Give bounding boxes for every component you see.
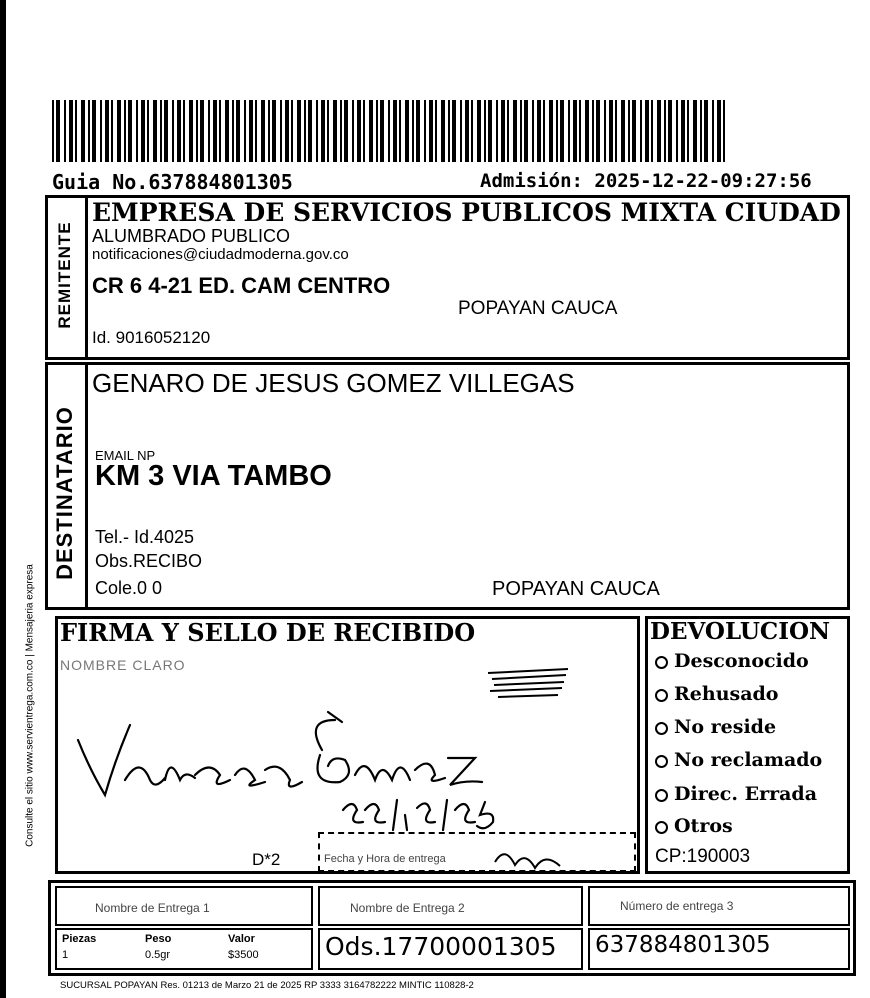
barcode-bar [81, 100, 85, 162]
barcode-bar [532, 100, 534, 162]
barcode-bar [196, 100, 198, 162]
barcode-bar [537, 100, 541, 162]
footer-h3-text: Número de entrega 3 [620, 899, 734, 913]
dev-option-no-reside[interactable] [655, 716, 776, 738]
barcode-bar [687, 100, 689, 162]
barcode-bar [141, 100, 145, 162]
side-text: Consulte el sitio www.servientrega.com.co | Mensajeria expresa [24, 564, 36, 847]
barcode-bar [117, 100, 121, 162]
dev-option-rehusado[interactable] [655, 683, 778, 705]
barcode-bar [393, 100, 397, 162]
barcode-bar [645, 100, 649, 162]
barcode-bar [316, 100, 318, 162]
barcode-bar [208, 100, 210, 162]
barcode-bar [496, 100, 498, 162]
remitente-direccion: CR 6 4-21 ED. CAM CENTRO [92, 273, 391, 298]
dev-option-label: Direc. Errada [674, 783, 818, 805]
footer-h2-text: Nombre de Entrega 2 [350, 901, 465, 915]
piezas-value: 1 [62, 949, 69, 961]
barcode-bar [105, 100, 109, 162]
barcode-bar [693, 100, 697, 162]
barcode-bar [448, 100, 450, 162]
barcode-bar [244, 100, 246, 162]
barcode-bar [333, 100, 337, 162]
scan-edge [0, 0, 6, 998]
barcode-bar [664, 100, 666, 162]
barcode-bar [75, 100, 77, 162]
barcode-bar [272, 100, 276, 162]
barcode-bar [357, 100, 361, 162]
barcode-bar [225, 100, 229, 162]
barcode-bar [128, 100, 132, 162]
legal-footer-line: SUCURSAL POPAYAN Res. 01213 de Marzo 21 de 2025 RP 3333 3164782222 MINTIC 110828-2 [60, 980, 474, 991]
dev-option-direc-errada[interactable] [655, 783, 817, 805]
destinatario-nombre: GENARO DE JESUS GOMEZ VILLEGAS [92, 368, 575, 398]
guia-number: Guia No.637884801305 [52, 170, 293, 194]
radio-icon [655, 689, 668, 702]
destinatario-obs: Obs.RECIBO [95, 551, 203, 571]
barcode-bar [477, 100, 481, 162]
valor-value: $3500 [228, 949, 259, 961]
barcode-bar [147, 100, 149, 162]
barcode-bar [52, 100, 54, 162]
nombre-claro: NOMBRE CLARO [60, 657, 186, 673]
remitente-email: notificaciones@ciudadmoderna.gov.co [92, 246, 349, 263]
dev-option-otros[interactable] [655, 815, 733, 837]
barcode-bar [200, 100, 204, 162]
remitente-ciudad: POPAYAN CAUCA [458, 298, 618, 319]
remitente-id: Id. 9016052120 [92, 328, 211, 347]
destinatario-divider [85, 362, 88, 610]
barcode-bar [609, 100, 613, 162]
piezas-label: Piezas [62, 933, 97, 945]
barcode-bar [507, 100, 509, 162]
barcode-bar [681, 100, 685, 162]
barcode-bar [304, 100, 306, 162]
barcode-bar [183, 100, 185, 162]
dev-option-label: Desconocido [674, 650, 809, 672]
barcode-bar [232, 100, 234, 162]
barcode-bar [172, 100, 174, 162]
barcode-bar [513, 100, 517, 162]
barcode-bar [261, 100, 265, 162]
barcode-bar [189, 100, 193, 162]
barcode-bar [615, 100, 617, 162]
barcode-bar [388, 100, 390, 162]
dev-option-no-reclamado[interactable] [655, 749, 822, 771]
barcode-bar [621, 100, 625, 162]
barcode-bar [124, 100, 126, 162]
barcode-bar [604, 100, 606, 162]
barcode-bar [640, 100, 642, 162]
ods-number: Ods.17700001305 [325, 932, 557, 961]
barcode-bar [579, 100, 581, 162]
fecha-box [318, 832, 636, 872]
barcode-bar [543, 100, 545, 162]
barcode-bar [412, 100, 414, 162]
barcode-bar [69, 100, 73, 162]
destinatario-ciudad: POPAYAN CAUCA [492, 578, 660, 600]
barcode-bar [369, 100, 373, 162]
dev-option-label: No reclamado [674, 749, 823, 771]
barcode-bar [363, 100, 365, 162]
barcode-bar [219, 100, 221, 162]
cp-code: CP:190003 [655, 846, 751, 867]
barcode-bar [471, 100, 473, 162]
barcode-bar [668, 100, 672, 162]
barcode-bar [657, 100, 661, 162]
remitente-empresa: EMPRESA DE SERVICIOS PUBLICOS MIXTA CIUDAD [92, 198, 841, 227]
barcode-bar [92, 100, 96, 162]
barcode-bar [704, 100, 708, 162]
barcode-bar [700, 100, 702, 162]
barcode-bar [632, 100, 636, 162]
barcode-bar [520, 100, 522, 162]
barcode-bar [340, 100, 342, 162]
peso-value: 0.5gr [145, 949, 171, 961]
barcode-bar [549, 100, 553, 162]
barcode-bar [88, 100, 90, 162]
barcode [52, 100, 732, 162]
barcode-bar [592, 100, 594, 162]
radio-icon [655, 821, 668, 834]
barcode-bar [291, 100, 293, 162]
valor-label: Valor [228, 933, 255, 945]
firma-title: FIRMA Y SELLO DE RECIBIDO [60, 618, 476, 647]
barcode-bar [717, 100, 721, 162]
barcode-bar [153, 100, 157, 162]
remitente-linea2: ALUMBRADO PUBLICO [92, 226, 291, 246]
fecha-label: Fecha y Hora de entrega [324, 853, 446, 865]
destinatario-direccion: KM 3 VIA TAMBO [95, 460, 332, 492]
barcode-bar [249, 100, 253, 162]
barcode-bar [488, 100, 492, 162]
barcode-bar [100, 100, 102, 162]
radio-icon [655, 755, 668, 768]
barcode-bar [712, 100, 714, 162]
barcode-bar [136, 100, 138, 162]
barcode-bar [465, 100, 469, 162]
peso-label: Peso [145, 933, 172, 945]
guia-number-footer: 637884801305 [595, 932, 771, 958]
barcode-bar [255, 100, 257, 162]
barcode-bar [399, 100, 401, 162]
barcode-bar [280, 100, 282, 162]
dev-option-label: No reside [674, 716, 777, 738]
barcode-bar [164, 100, 168, 162]
barcode-bar [352, 100, 354, 162]
radio-icon [655, 789, 668, 802]
barcode-bar [524, 100, 528, 162]
barcode-bar [585, 100, 589, 162]
barcode-bar [380, 100, 384, 162]
barcode-bar [416, 100, 420, 162]
barcode-bar [429, 100, 433, 162]
barcode-bar [452, 100, 456, 162]
barcode-bar [568, 100, 570, 162]
dev-option-desconocido[interactable] [655, 650, 809, 672]
fecha-scribble [490, 840, 570, 872]
footer-h1-text: Nombre de Entrega 1 [95, 901, 210, 915]
barcode-bar [160, 100, 162, 162]
barcode-bar [596, 100, 600, 162]
barcode-bar [573, 100, 577, 162]
barcode-bar [501, 100, 505, 162]
barcode-bar [484, 100, 486, 162]
barcode-bar [460, 100, 462, 162]
destinatario-email: EMAIL NP [95, 448, 156, 463]
barcode-bar [435, 100, 437, 162]
barcode-bar [268, 100, 270, 162]
barcode-bar [441, 100, 445, 162]
destinatario-tel: Tel.- Id.4025 [95, 527, 195, 547]
barcode-bar [297, 100, 301, 162]
barcode-bar [424, 100, 426, 162]
destinatario-cole: Cole.0 0 [95, 578, 163, 598]
barcode-bar [177, 100, 181, 162]
barcode-bar [628, 100, 630, 162]
devolucion-title: DEVOLUCION [650, 618, 831, 645]
barcode-bar [405, 100, 409, 162]
barcode-bar [651, 100, 653, 162]
barcode-bar [213, 100, 217, 162]
barcode-bar [344, 100, 348, 162]
barcode-bar [676, 100, 678, 162]
destinatario-label: DESTINATARIO [52, 406, 77, 580]
barcode-bar [285, 100, 289, 162]
barcode-bar [723, 100, 725, 162]
barcode-bar [308, 100, 312, 162]
admision-date: Admisión: 2025-12-22-09:27:56 [480, 170, 812, 192]
radio-icon [655, 656, 668, 669]
dev-option-label: Rehusado [674, 683, 779, 705]
barcode-bar [327, 100, 329, 162]
barcode-bar [321, 100, 325, 162]
stamp-mark [488, 665, 568, 705]
d2-label: D*2 [252, 850, 281, 869]
dev-option-label: Otros [674, 815, 733, 837]
barcode-bar [556, 100, 558, 162]
barcode-bar [560, 100, 564, 162]
radio-icon [655, 722, 668, 735]
remitente-divider [85, 195, 88, 360]
barcode-bar [236, 100, 240, 162]
barcode-bar [64, 100, 66, 162]
barcode-bar [111, 100, 113, 162]
barcode-bar [376, 100, 378, 162]
barcode-bar [56, 100, 60, 162]
remitente-label: REMITENTE [55, 221, 74, 329]
